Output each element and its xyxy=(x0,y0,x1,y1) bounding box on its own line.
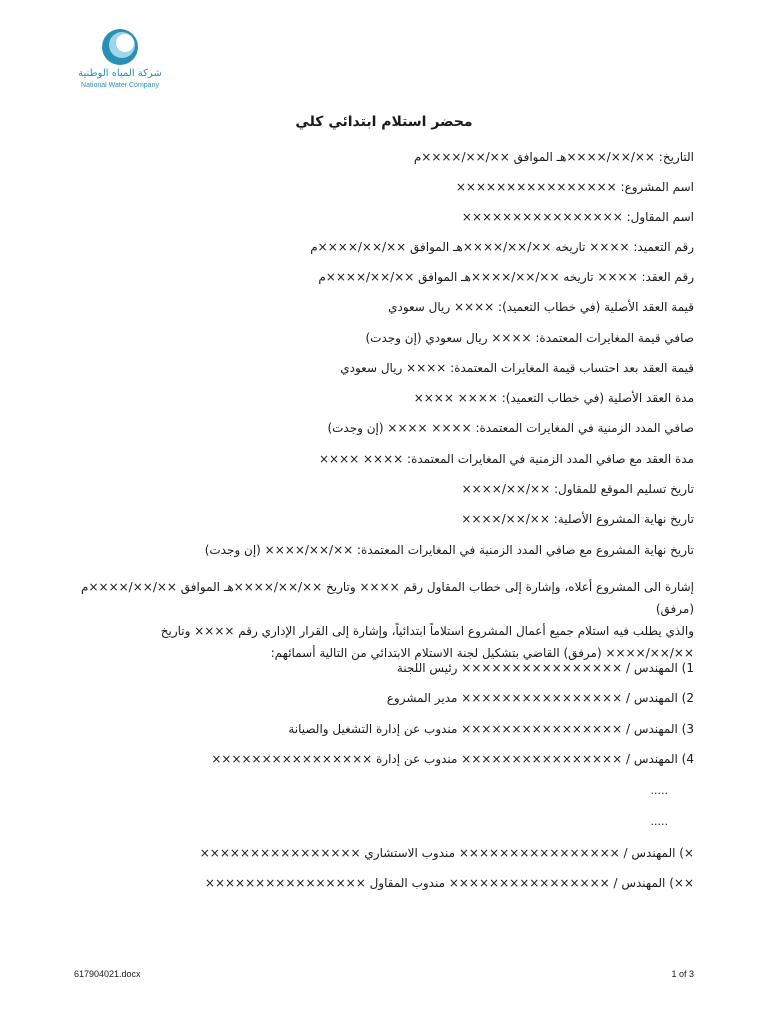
field-net-variations-value: صافي قيمة المغايرات المعتمدة: ×××× ريال سعودي (إن وجدت) xyxy=(365,331,694,345)
member-item: ×) المهندس / ×××××××××××××××× مندوب الاستشاري ×××××××××××××××× xyxy=(199,846,694,860)
paragraph-line: إشارة الى المشروع أعلاه، وإشارة إلى خطاب المقاول رقم ×××× وتاريخ ××/××/××××هـ الموافق ××/××/××××م (مرفق) xyxy=(81,580,694,616)
water-drop-logo-icon xyxy=(100,28,140,66)
field-project-end-date-with-variations: تاريخ نهاية المشروع مع صافي المدد الزمنية في المغايرات المعتمدة: ××/××/×××× (إن وجدت) xyxy=(204,543,694,557)
logo-arabic-text: شركة المياه الوطنية xyxy=(78,68,162,79)
member-item: 4) المهندس / ×××××××××××××××× مندوب عن إدارة ×××××××××××××××× xyxy=(211,752,694,766)
field-contract-duration-with-variations: مدة العقد مع صافي المدد الزمنية في المغايرات المعتمدة: ×××× ×××× xyxy=(318,452,694,466)
footer-page-number: 1 of 3 xyxy=(671,969,694,979)
paragraph-line: والذي يطلب فيه استلام جميع أعمال المشروع استلاماً ابتدائياً، وإشارة إلى القرار الإداري رقم ×××× وتاريخ xyxy=(160,624,694,638)
member-item: 2) المهندس / ×××××××××××××××× مدير المشروع xyxy=(386,691,694,705)
field-contractor-name: اسم المقاول: ×××××××××××××××× xyxy=(461,210,694,224)
document-title: محضر استلام ابتدائي كلي xyxy=(295,114,473,130)
field-contract-value-after-variations: قيمة العقد بعد احتساب قيمة المغايرات المعتمدة: ×××× ريال سعودي xyxy=(340,361,694,375)
footer-filename: 617904021.docx xyxy=(74,969,141,979)
paragraph-line: ××/××/×××× (مرفق) القاضي بتشكيل لجنة الاستلام الابتدائي من التالية أسمائهم: xyxy=(270,646,694,660)
member-item: ××) المهندس / ×××××××××××××××× مندوب المقاول ×××××××××××××××× xyxy=(204,876,694,890)
company-logo xyxy=(74,28,174,94)
member-item: 3) المهندس / ×××××××××××××××× مندوب عن إدارة التشغيل والصيانة xyxy=(288,722,694,736)
ellipsis-line: ..... xyxy=(650,784,668,797)
field-net-variation-durations: صافي المدد الزمنية في المغايرات المعتمدة: ×××× ×××× (إن وجدت) xyxy=(327,421,694,435)
field-project-name: اسم المشروع: ×××××××××××××××× xyxy=(455,180,694,194)
field-original-contract-duration: مدة العقد الأصلية (في خطاب التعميد): ×××× ×××× xyxy=(413,391,694,405)
field-assignment-number: رقم التعميد: ×××× تاريخه ××/××/××××هـ الموافق ××/××/××××م xyxy=(310,240,694,254)
field-original-contract-value: قيمة العقد الأصلية (في خطاب التعميد): ×××× ريال سعودي xyxy=(388,300,694,314)
field-site-handover-date: تاريخ تسليم الموقع للمقاول: ××/××/×××× xyxy=(461,482,694,496)
field-contract-number: رقم العقد: ×××× تاريخه ××/××/××××هـ الموافق ××/××/××××م xyxy=(318,270,694,284)
member-item: 1) المهندس / ×××××××××××××××× رئيس اللجنة xyxy=(396,661,694,675)
ellipsis-line: ..... xyxy=(650,815,668,828)
field-original-project-end-date: تاريخ نهاية المشروع الأصلية: ××/××/×××× xyxy=(461,512,694,526)
date-line: التاريخ: ××/××/××××هـ الموافق ××/××/××××م xyxy=(413,150,694,164)
logo-english-text: National Water Company xyxy=(81,82,159,89)
intro-paragraph xyxy=(66,576,694,664)
